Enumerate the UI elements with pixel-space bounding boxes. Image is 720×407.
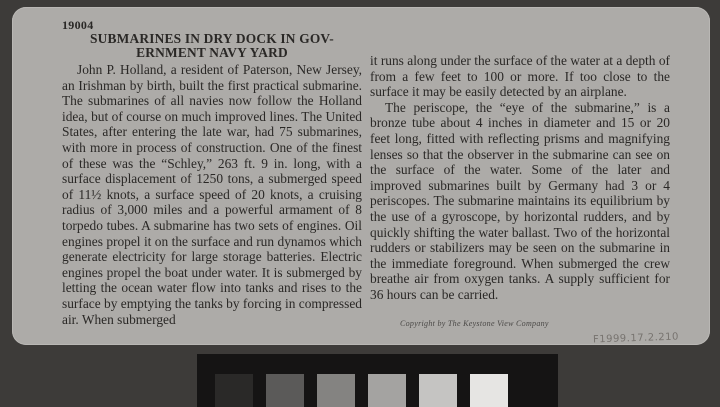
body-paragraph-1: John P. Holland, a resident of Paterson, New Jersey, an Irishman by birth, built the first practical submarine. The submarines of all navies now follow the Holland idea, but of course on much improved lines. The United States, after entering the late war, had 75 submarines, with more in process of construction. One of the finest of these was the “Schley,” 263 ft. 9 in. long, with a surface displacement of 1250 tons, a submerged speed of 11½ knots, a surface speed of 20 knots, a cruising radius of 3,000 miles and a powerful armament of 8 torpedo tubes. A submarine has two sets of engines. Oil engines propel it on the surface and run dynamos which generate electricity for large storage batteries. Electric engines propel the boat under water. It is submerged by letting the ocean water flow into tanks and rises to the surface by emptying the tanks by forcing in compressed air. When submerged (62, 62, 362, 327)
gray-swatch-1 (215, 374, 253, 407)
color-calibration-strip (197, 354, 558, 407)
gray-swatch-2 (266, 374, 304, 407)
gray-swatch-4 (368, 374, 406, 407)
gray-swatch-5 (419, 374, 457, 407)
gray-swatch-6 (470, 374, 508, 407)
accession-number: F1999.17.2.210 (592, 331, 680, 346)
stereocard-back (12, 7, 710, 345)
body-paragraph-2: The periscope, the “eye of the submarine,” is a bronze tube about 4 inches in diameter and 15 or 20 feet long, fitted with reflecting prisms and magnifying lenses so that the observer in the submarine can see on the surface of the water. Some of the later and improved submarines built by Germany had 3 or 4 periscopes. The submarine maintains its equilibrium by the use of a gyroscope, by horizontal rudders, and by quickly shifting the water ballast. Two of the horizontal rudders or stabilizers may be seen on the submarine in the immediate foreground. When submerged the crew breathe air from oxygen tanks. A supply sufficient for 36 hours can be carried. (370, 99, 670, 302)
body-paragraph-1-continued: it runs along under the surface of the water at a depth of from a few feet to 100 or more. If too close to the surface it may be easily detected by an airplane. (370, 53, 670, 100)
gray-swatch-3 (317, 374, 355, 407)
card-title (62, 32, 362, 60)
copyright-line: Copyright by The Keystone View Company (400, 319, 549, 328)
right-column (370, 53, 670, 303)
catalog-number: 19004 (62, 18, 94, 32)
title-line-2: ERNMENT NAVY YARD (136, 45, 288, 60)
left-column (62, 18, 362, 327)
title-line-1: SUBMARINES IN DRY DOCK IN GOV- (90, 31, 334, 46)
